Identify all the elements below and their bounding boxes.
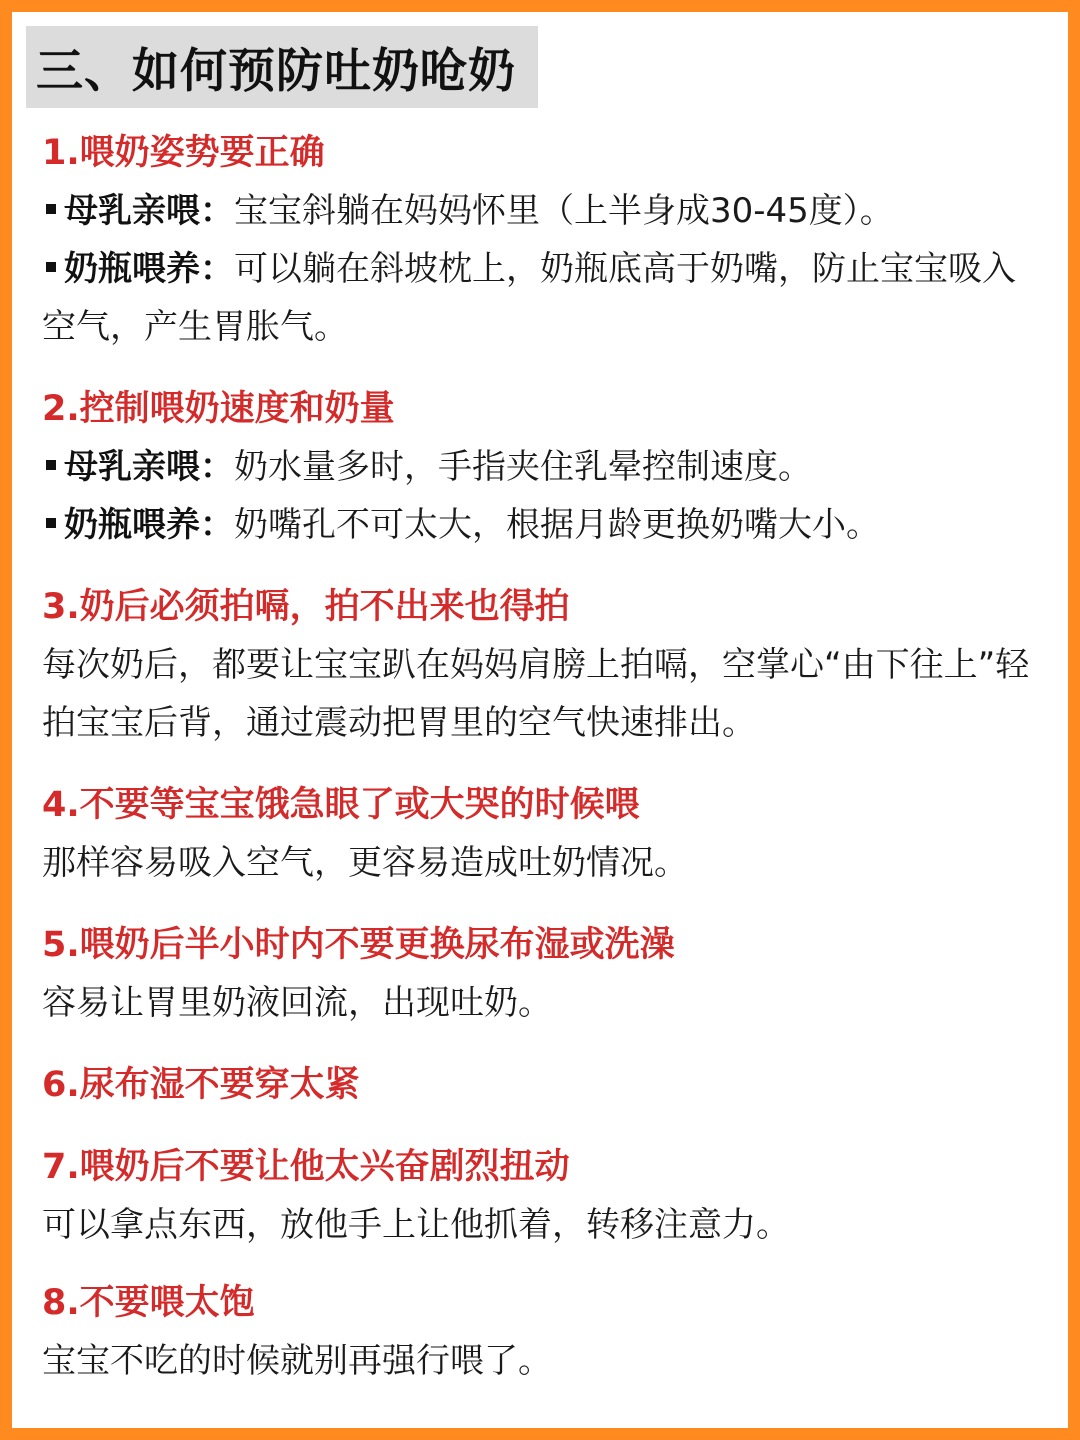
section-heading: 2.控制喂奶速度和奶量 [42, 389, 395, 429]
section-6 [42, 1056, 1044, 1114]
bullet-text: 可以躺在斜坡枕上，奶瓶底高于奶嘴，防止宝宝吸入空气，产生胃胀气。 [42, 249, 1016, 347]
bullet-square-icon [46, 460, 56, 470]
section-heading: 8.不要喂太饱 [42, 1283, 255, 1323]
section-heading: 7.喂奶后不要让他太兴奋剧烈扭动 [42, 1147, 570, 1187]
section-heading: 1.喂奶姿势要正确 [42, 133, 325, 173]
section-5 [42, 916, 1044, 1032]
section-8 [42, 1274, 1044, 1390]
bullet-label: 奶瓶喂养： [64, 505, 234, 545]
section-1 [42, 124, 1044, 356]
bullet-square-icon [46, 518, 56, 528]
bullet-item [42, 182, 1044, 240]
section-body: 宝宝不吃的时候就别再强行喂了。 [42, 1341, 552, 1381]
section-4 [42, 776, 1044, 892]
section-body: 那样容易吸入空气，更容易造成吐奶情况。 [42, 843, 688, 883]
section-heading: 4.不要等宝宝饿急眼了或大哭的时候喂 [42, 785, 640, 825]
section-heading: 5.喂奶后半小时内不要更换尿布湿或洗澡 [42, 925, 675, 965]
section-2 [42, 380, 1044, 554]
article-content [42, 124, 1044, 1390]
title-banner [26, 26, 538, 108]
section-7 [42, 1138, 1044, 1254]
bullet-item [42, 438, 1044, 496]
section-heading: 3.奶后必须拍嗝，拍不出来也得拍 [42, 587, 570, 627]
bullet-label: 母乳亲喂： [64, 447, 234, 487]
article-card [12, 12, 1068, 1428]
section-3 [42, 578, 1044, 752]
bullet-text: 宝宝斜躺在妈妈怀里（上半身成30-45度）。 [234, 191, 894, 231]
bullet-text: 奶水量多时，手指夹住乳晕控制速度。 [234, 447, 812, 487]
section-body: 可以拿点东西，放他手上让他抓着，转移注意力。 [42, 1205, 790, 1245]
section-heading: 6.尿布湿不要穿太紧 [42, 1065, 360, 1105]
bullet-label: 母乳亲喂： [64, 191, 234, 231]
bullet-text: 奶嘴孔不可太大，根据月龄更换奶嘴大小。 [234, 505, 880, 545]
bullet-square-icon [46, 204, 56, 214]
bullet-square-icon [46, 262, 56, 272]
bullet-item [42, 496, 1044, 554]
section-body: 容易让胃里奶液回流，出现吐奶。 [42, 983, 552, 1023]
bullet-item [42, 240, 1044, 356]
section-body: 每次奶后，都要让宝宝趴在妈妈肩膀上拍嗝，空掌心“由下往上”轻拍宝宝后背，通过震动把胃里的空气快速排出。 [42, 645, 1030, 743]
bullet-label: 奶瓶喂养： [64, 249, 234, 289]
page-title: 三、如何预防吐奶呛奶 [36, 43, 516, 99]
